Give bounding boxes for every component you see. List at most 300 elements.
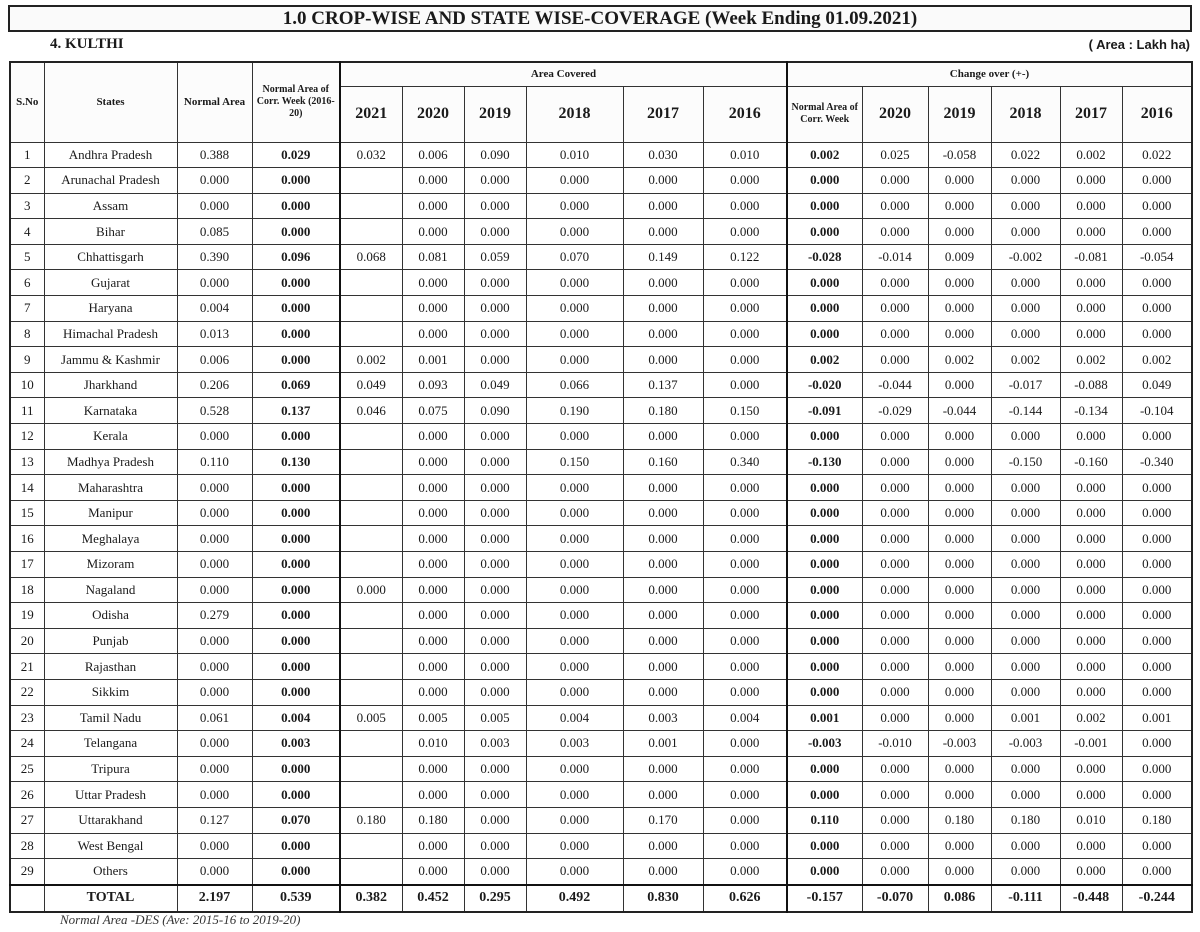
cell-normal-area: 0.110 [177,449,252,475]
cell-change: 0.000 [862,347,928,373]
cell-change: 0.000 [1122,193,1192,219]
cell-area-covered: 0.000 [464,475,526,501]
cell-change: 0.000 [862,807,928,833]
cell-area-covered: 0.626 [703,885,787,912]
cell-area-covered: 0.000 [703,475,787,501]
cell-area-covered: 0.093 [402,372,464,398]
cell-change-normal: -0.157 [787,885,862,912]
cell-sno [10,885,44,912]
cell-area-covered: 0.000 [402,628,464,654]
cell-change: 0.180 [1122,807,1192,833]
table-row [10,526,1192,552]
cell-change: 0.000 [991,424,1060,450]
cell-area-covered: 0.000 [623,500,703,526]
cell-change: 0.001 [991,705,1060,731]
cell-normal-area-week: 0.000 [252,859,340,885]
cell-area-covered: 0.830 [623,885,703,912]
cell-area-covered: 0.000 [623,756,703,782]
cell-change: 0.000 [1122,321,1192,347]
cell-sno: 11 [10,398,44,424]
cell-normal-area: 0.000 [177,552,252,578]
cell-area-covered: 0.000 [464,603,526,629]
cell-state: Chhattisgarh [44,244,177,270]
cell-change: 0.000 [1060,526,1122,552]
cell-sno: 27 [10,807,44,833]
cell-change: 0.000 [991,603,1060,629]
cell-normal-area: 0.000 [177,526,252,552]
cell-change: 0.000 [862,603,928,629]
cell-area-covered: 0.001 [623,731,703,757]
cell-state: Uttarakhand [44,807,177,833]
table-row [10,679,1192,705]
cell-change: 0.000 [862,833,928,859]
cell-change: 0.000 [1122,603,1192,629]
table-row [10,782,1192,808]
cell-change: -0.014 [862,244,928,270]
cell-area-covered: 0.000 [623,552,703,578]
cell-area-covered: 0.000 [464,526,526,552]
cell-area-covered: 0.000 [464,782,526,808]
cell-change: 0.000 [1060,782,1122,808]
cell-area-covered: 0.180 [402,807,464,833]
cell-change: 0.000 [928,475,991,501]
cell-area-covered [340,475,402,501]
cell-change: 0.000 [862,679,928,705]
total-row [10,885,1192,912]
cell-area-covered [340,449,402,475]
cell-area-covered: 0.000 [526,577,623,603]
cell-change: 0.000 [862,756,928,782]
cell-area-covered: 0.150 [526,449,623,475]
cell-area-covered: 0.000 [402,756,464,782]
cell-normal-area: 0.000 [177,475,252,501]
cell-change: 0.000 [1060,270,1122,296]
cell-area-covered: 0.000 [623,782,703,808]
cell-change: 0.000 [1122,424,1192,450]
cell-area-covered: 0.000 [703,782,787,808]
cell-change: 0.000 [862,193,928,219]
cell-change: 0.086 [928,885,991,912]
header-normal-area: Normal Area [177,62,252,142]
cell-state: Telangana [44,731,177,757]
cell-change: 0.000 [1122,168,1192,194]
cell-area-covered: 0.382 [340,885,402,912]
cell-sno: 22 [10,679,44,705]
cell-change: 0.000 [862,475,928,501]
cell-state: Bihar [44,219,177,245]
coverage-table [9,61,1193,913]
cell-area-covered: 0.160 [623,449,703,475]
cell-area-covered: 0.000 [526,654,623,680]
cell-normal-area: 0.000 [177,500,252,526]
cell-area-covered: 0.000 [402,577,464,603]
cell-change: 0.002 [1060,142,1122,168]
cell-change: 0.000 [991,321,1060,347]
cell-change: 0.000 [1122,552,1192,578]
cell-normal-area: 0.013 [177,321,252,347]
cell-change: 0.000 [1060,168,1122,194]
cell-change: 0.000 [928,372,991,398]
cell-area-covered [340,731,402,757]
table-row [10,270,1192,296]
cell-normal-area: 0.004 [177,296,252,322]
cell-change: 0.000 [991,168,1060,194]
cell-area-covered: 0.000 [526,807,623,833]
cell-change: 0.000 [862,705,928,731]
cell-state: Jharkhand [44,372,177,398]
cell-area-covered: 0.000 [402,654,464,680]
cell-change: 0.000 [862,168,928,194]
header-area-year: 2016 [703,86,787,142]
cell-normal-area: 0.127 [177,807,252,833]
cell-change: 0.002 [991,347,1060,373]
cell-change: 0.000 [862,321,928,347]
cell-normal-area: 0.000 [177,168,252,194]
cell-area-covered: 0.000 [703,756,787,782]
cell-normal-area: 0.390 [177,244,252,270]
cell-change: -0.088 [1060,372,1122,398]
cell-change: 0.000 [1122,475,1192,501]
cell-normal-area-week: 0.000 [252,219,340,245]
cell-change: -0.058 [928,142,991,168]
cell-normal-area-week: 0.000 [252,577,340,603]
cell-change: -0.001 [1060,731,1122,757]
cell-area-covered [340,756,402,782]
cell-normal-area-week: 0.000 [252,270,340,296]
cell-area-covered: 0.000 [703,168,787,194]
cell-area-covered: 0.000 [623,296,703,322]
cell-change: 0.000 [991,193,1060,219]
cell-area-covered [340,296,402,322]
cell-area-covered: 0.000 [464,168,526,194]
cell-change: 0.000 [928,577,991,603]
cell-state: Odisha [44,603,177,629]
cell-change: 0.000 [991,679,1060,705]
cell-area-covered: 0.000 [402,833,464,859]
cell-normal-area: 0.000 [177,270,252,296]
cell-change: 0.000 [928,628,991,654]
cell-area-covered: 0.000 [464,807,526,833]
cell-sno: 16 [10,526,44,552]
cell-normal-area-week: 0.000 [252,168,340,194]
cell-area-covered: 0.000 [623,859,703,885]
cell-change: 0.000 [928,168,991,194]
cell-normal-area-week: 0.000 [252,654,340,680]
cell-area-covered: 0.000 [703,526,787,552]
cell-area-covered [340,321,402,347]
cell-state: Nagaland [44,577,177,603]
cell-change: -0.340 [1122,449,1192,475]
cell-change: 0.000 [928,526,991,552]
cell-sno: 26 [10,782,44,808]
header-change-year: 2020 [862,86,928,142]
cell-sno: 18 [10,577,44,603]
cell-sno: 23 [10,705,44,731]
cell-area-covered [340,500,402,526]
header-change-normal: Normal Area of Corr. Week [787,86,862,142]
cell-state: Andhra Pradesh [44,142,177,168]
cell-area-covered: 0.000 [703,833,787,859]
cell-area-covered [340,628,402,654]
cell-area-covered: 0.000 [703,807,787,833]
cell-area-covered: 0.000 [402,424,464,450]
cell-change: 0.001 [1122,705,1192,731]
cell-normal-area: 0.000 [177,628,252,654]
cell-sno: 19 [10,603,44,629]
cell-change: 0.000 [862,526,928,552]
cell-change-normal: 0.000 [787,193,862,219]
cell-sno: 8 [10,321,44,347]
cell-sno: 4 [10,219,44,245]
cell-area-covered: 0.000 [526,552,623,578]
cell-area-covered: 0.068 [340,244,402,270]
cell-normal-area: 0.000 [177,193,252,219]
cell-sno: 25 [10,756,44,782]
cell-area-covered: 0.452 [402,885,464,912]
header-area-year: 2018 [526,86,623,142]
cell-normal-area: 2.197 [177,885,252,912]
cell-normal-area-week: 0.539 [252,885,340,912]
cell-change-normal: 0.000 [787,782,862,808]
cell-area-covered: 0.000 [464,679,526,705]
cell-area-covered: 0.000 [464,859,526,885]
cell-area-covered: 0.081 [402,244,464,270]
cell-state: Manipur [44,500,177,526]
cell-area-covered: 0.000 [526,628,623,654]
cell-area-covered: 0.000 [703,859,787,885]
cell-area-covered: 0.000 [623,347,703,373]
cell-area-covered: 0.492 [526,885,623,912]
cell-state: Meghalaya [44,526,177,552]
header-change-year: 2017 [1060,86,1122,142]
header-change-over: Change over (+-) [787,62,1192,86]
cell-area-covered: 0.000 [402,526,464,552]
cell-change-normal: 0.000 [787,500,862,526]
table-row [10,321,1192,347]
cell-change: 0.000 [928,603,991,629]
cell-area-covered: 0.030 [623,142,703,168]
cell-change: 0.000 [928,449,991,475]
cell-change: 0.000 [928,756,991,782]
table-row [10,833,1192,859]
cell-change: 0.010 [1060,807,1122,833]
cell-change: 0.000 [1060,756,1122,782]
cell-area-covered: 0.000 [464,219,526,245]
cell-area-covered: 0.000 [464,577,526,603]
cell-area-covered: 0.000 [402,603,464,629]
cell-normal-area: 0.000 [177,424,252,450]
cell-normal-area-week: 0.000 [252,603,340,629]
cell-area-covered: 0.000 [526,679,623,705]
cell-change: 0.000 [1122,679,1192,705]
cell-area-covered: 0.000 [526,168,623,194]
cell-area-covered: 0.000 [402,475,464,501]
cell-area-covered: 0.000 [464,347,526,373]
cell-normal-area-week: 0.000 [252,193,340,219]
table-row [10,807,1192,833]
cell-change: -0.003 [928,731,991,757]
cell-area-covered: 0.000 [623,270,703,296]
cell-state: Others [44,859,177,885]
cell-area-covered: 0.000 [623,321,703,347]
cell-area-covered: 0.000 [402,296,464,322]
cell-area-covered [340,782,402,808]
cell-change: 0.000 [1122,654,1192,680]
cell-change: 0.000 [991,270,1060,296]
cell-normal-area: 0.000 [177,833,252,859]
cell-sno: 7 [10,296,44,322]
cell-area-covered: 0.010 [402,731,464,757]
unit-note: ( Area : Lakh ha) [1088,37,1190,52]
cell-change: 0.000 [1060,628,1122,654]
cell-change: 0.000 [1060,577,1122,603]
cell-normal-area: 0.206 [177,372,252,398]
cell-change: 0.000 [928,782,991,808]
table-row [10,552,1192,578]
cell-sno: 1 [10,142,44,168]
cell-change: 0.000 [991,296,1060,322]
cell-area-covered: 0.000 [402,219,464,245]
cell-change: -0.002 [991,244,1060,270]
cell-change: -0.081 [1060,244,1122,270]
cell-state: Tripura [44,756,177,782]
cell-state: Himachal Pradesh [44,321,177,347]
cell-change-normal: 0.001 [787,705,862,731]
cell-state: Rajasthan [44,654,177,680]
cell-area-covered: 0.000 [526,756,623,782]
cell-state: Arunachal Pradesh [44,168,177,194]
header-change-year: 2018 [991,86,1060,142]
cell-normal-area: 0.000 [177,679,252,705]
cell-normal-area: 0.279 [177,603,252,629]
cell-area-covered: 0.000 [703,372,787,398]
cell-normal-area-week: 0.003 [252,731,340,757]
cell-state: Gujarat [44,270,177,296]
cell-change: 0.000 [1122,577,1192,603]
cell-change-normal: 0.000 [787,526,862,552]
cell-area-covered: 0.003 [623,705,703,731]
header-area-year: 2019 [464,86,526,142]
cell-normal-area-week: 0.000 [252,782,340,808]
cell-change: 0.000 [1122,756,1192,782]
cell-change: 0.000 [862,270,928,296]
cell-change: 0.000 [1122,731,1192,757]
cell-change: 0.000 [928,679,991,705]
cell-normal-area-week: 0.029 [252,142,340,168]
cell-change: 0.000 [1122,782,1192,808]
cell-area-covered: 0.000 [623,168,703,194]
cell-area-covered: 0.000 [402,168,464,194]
cell-area-covered: 0.149 [623,244,703,270]
cell-area-covered [340,193,402,219]
cell-sno: 24 [10,731,44,757]
cell-change: 0.000 [862,782,928,808]
cell-area-covered: 0.000 [464,654,526,680]
cell-normal-area-week: 0.000 [252,833,340,859]
cell-area-covered: 0.122 [703,244,787,270]
cell-change: -0.044 [862,372,928,398]
cell-change: 0.000 [928,193,991,219]
table-row [10,577,1192,603]
cell-normal-area: 0.000 [177,654,252,680]
cell-change: 0.000 [991,219,1060,245]
footnote: Normal Area -DES (Ave: 2015-16 to 2019-20) [60,912,301,927]
cell-area-covered: 0.000 [526,424,623,450]
cell-area-covered: 0.000 [623,654,703,680]
table-row [10,654,1192,680]
cell-change-normal: 0.002 [787,142,862,168]
cell-change: 0.000 [1060,321,1122,347]
cell-change-normal: -0.091 [787,398,862,424]
header-normal-area-week: Normal Area of Corr. Week (2016-20) [252,62,340,142]
cell-area-covered: 0.005 [464,705,526,731]
cell-sno: 6 [10,270,44,296]
cell-normal-area: 0.528 [177,398,252,424]
table-row [10,372,1192,398]
table-row [10,859,1192,885]
cell-state: Sikkim [44,679,177,705]
cell-area-covered: 0.000 [703,193,787,219]
cell-change-normal: -0.003 [787,731,862,757]
cell-change: 0.002 [1060,347,1122,373]
cell-change: -0.070 [862,885,928,912]
cell-area-covered: 0.002 [340,347,402,373]
cell-change: 0.000 [928,219,991,245]
cell-area-covered: 0.000 [526,833,623,859]
cell-change: 0.000 [1060,654,1122,680]
cell-area-covered: 0.070 [526,244,623,270]
cell-area-covered: 0.000 [340,577,402,603]
cell-change: 0.000 [991,859,1060,885]
cell-area-covered: 0.000 [402,782,464,808]
header-area-covered: Area Covered [340,62,787,86]
cell-change: 0.000 [862,552,928,578]
cell-area-covered: 0.000 [402,500,464,526]
cell-state: Maharashtra [44,475,177,501]
cell-change: 0.000 [862,219,928,245]
cell-change: 0.000 [991,782,1060,808]
cell-normal-area-week: 0.000 [252,321,340,347]
cell-state: Madhya Pradesh [44,449,177,475]
cell-area-covered: 0.000 [623,603,703,629]
cell-change: 0.000 [862,449,928,475]
cell-state: Tamil Nadu [44,705,177,731]
cell-change: 0.000 [1060,296,1122,322]
cell-area-covered: 0.000 [703,296,787,322]
cell-area-covered: 0.090 [464,398,526,424]
cell-area-covered: 0.170 [623,807,703,833]
cell-area-covered: 0.004 [526,705,623,731]
cell-normal-area-week: 0.000 [252,296,340,322]
cell-change: 0.000 [1060,424,1122,450]
cell-change-normal: -0.130 [787,449,862,475]
cell-area-covered [340,168,402,194]
cell-area-covered: 0.000 [526,193,623,219]
cell-normal-area-week: 0.130 [252,449,340,475]
cell-sno: 20 [10,628,44,654]
cell-area-covered [340,270,402,296]
cell-change: -0.244 [1122,885,1192,912]
cell-area-covered: 0.000 [623,193,703,219]
cell-change: 0.002 [1122,347,1192,373]
cell-change: 0.022 [1122,142,1192,168]
cell-change-normal: 0.000 [787,219,862,245]
cell-area-covered [340,833,402,859]
cell-change: -0.134 [1060,398,1122,424]
cell-area-covered: 0.000 [464,270,526,296]
cell-change: 0.000 [1060,219,1122,245]
cell-change: 0.000 [991,475,1060,501]
